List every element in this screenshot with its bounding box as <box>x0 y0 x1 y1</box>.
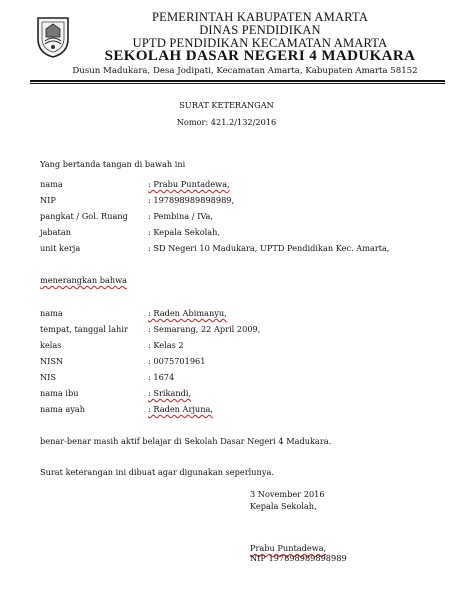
letterhead-government: PEMERINTAH KABUPATEN AMARTA <box>151 10 369 24</box>
letter-statement: benar-benar masih aktif belajar di Sekolah Dasar Negeri 4 Madukara. <box>40 436 332 446</box>
signer-value: : 197898989898989, <box>148 195 235 205</box>
letter-number: Nomor: 421.2/132/2016 <box>176 117 277 127</box>
regency-emblem-icon <box>35 15 71 59</box>
student-value: : 0075701961 <box>148 356 206 366</box>
signer-label: pangkat / Gol. Ruang <box>40 211 128 221</box>
student-value: : Semarang, 22 April 2009, <box>148 324 261 334</box>
signer-value: : Pembina / IVa, <box>148 211 213 221</box>
student-label: NIS <box>40 372 57 382</box>
letter-date: 3 November 2016 <box>250 489 325 499</box>
letterhead-rule-thick <box>30 80 445 82</box>
signer-label: nama <box>40 179 63 189</box>
signer-value: : Kepala Sekolah, <box>148 227 221 237</box>
student-value: : Raden Abimanyu, <box>148 308 227 318</box>
student-value: : 1674 <box>148 372 175 382</box>
student-value: : Kelas 2 <box>148 340 184 350</box>
signer-label: NIP <box>40 195 56 205</box>
signer-position: Kepala Sekolah, <box>250 501 317 511</box>
signer-value: : SD Negeri 10 Madukara, UPTD Pendidikan Kec. Amarta, <box>148 243 390 253</box>
letter-states: menerangkan bahwa <box>40 275 128 285</box>
student-label: nama <box>40 308 63 318</box>
student-label: tempat, tanggal lahir <box>40 324 128 334</box>
signer-label: unit kerja <box>40 243 81 253</box>
letter-intro: Yang bertanda tangan di bawah ini <box>40 159 186 169</box>
letterhead-rule-thin <box>30 83 445 84</box>
letter-title: SURAT KETERANGAN <box>179 100 274 110</box>
signature-name: Prabu Puntadewa, <box>250 543 327 553</box>
student-label: nama ibu <box>40 388 79 398</box>
student-label: nama ayah <box>40 404 86 414</box>
signer-value: : Prabu Puntadewa, <box>148 179 230 189</box>
student-value: : Srikandi, <box>148 388 192 398</box>
letterhead-school-name: SEKOLAH DASAR NEGERI 4 MADUKARA <box>104 48 416 64</box>
student-label: kelas <box>40 340 62 350</box>
letter-closing: Surat keterangan ini dibuat agar digunakan seperlunya. <box>40 467 274 477</box>
student-value: : Raden Arjuna, <box>148 404 213 414</box>
letterhead-address: Dusun Madukara, Desa Jodipati, Kecamatan Amarta, Kabupaten Amarta 58152 <box>72 66 418 76</box>
student-label: NISN <box>40 356 64 366</box>
signature-nip: NIP 197898989898989 <box>250 553 347 563</box>
signer-label: jabatan <box>40 227 71 237</box>
letterhead-department: DINAS PENDIDIKAN <box>199 23 321 37</box>
letterhead-unit: UPTD PENDIDIKAN KECAMATAN AMARTA <box>132 36 388 50</box>
